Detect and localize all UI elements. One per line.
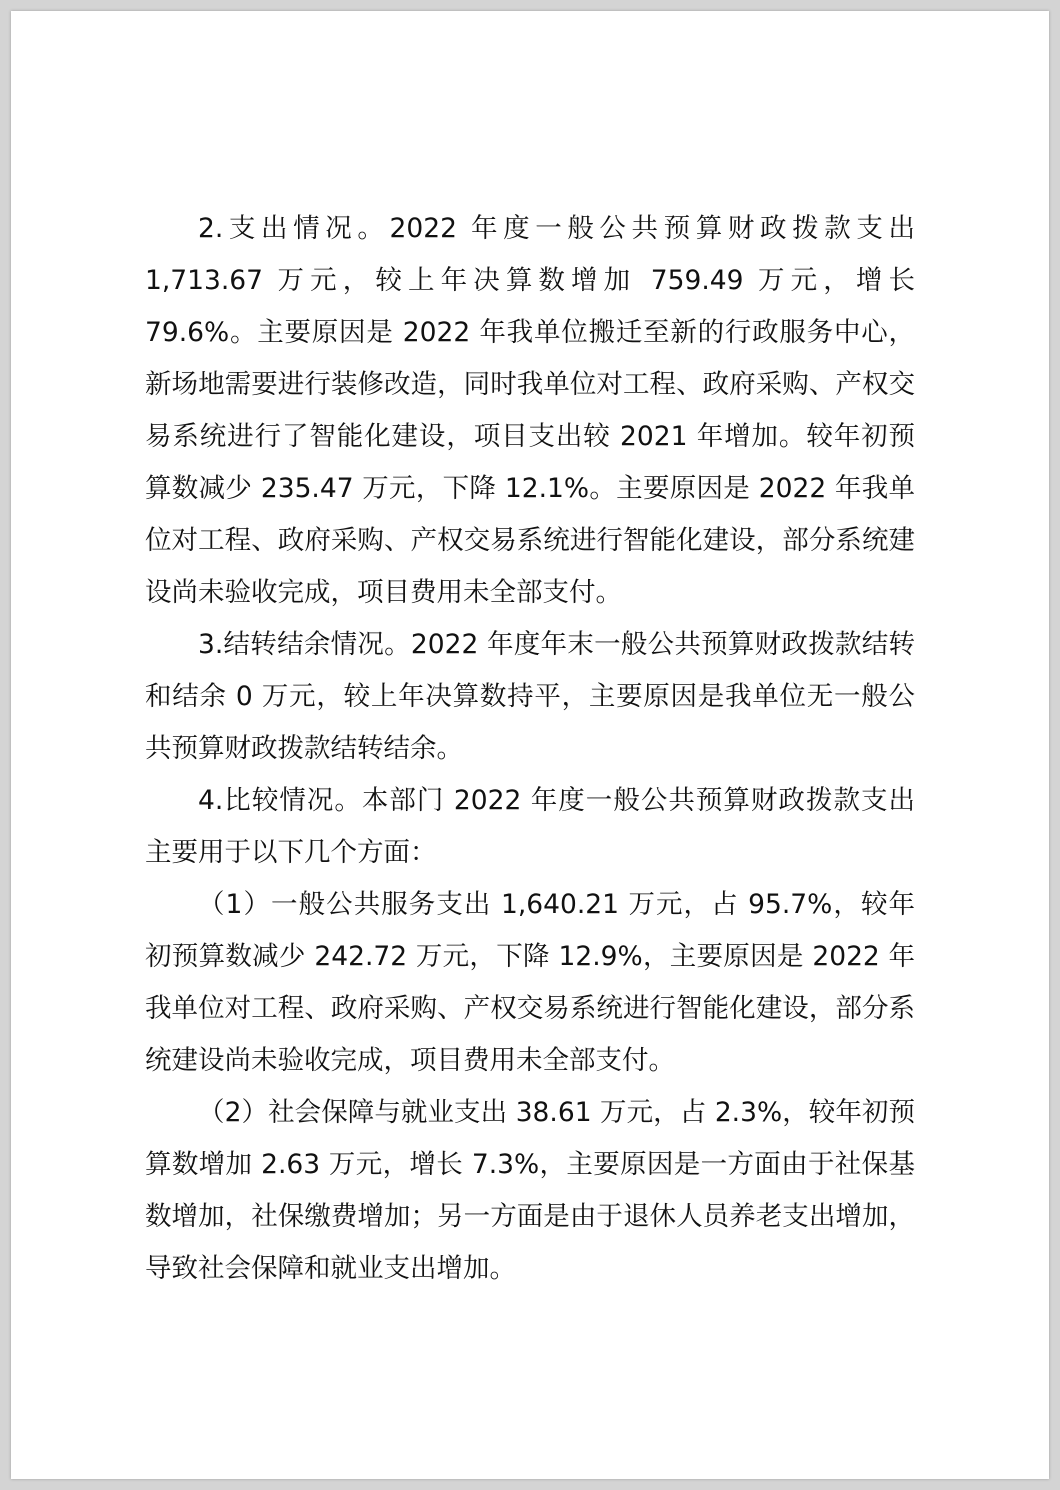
paragraph-expenditure: 2.支出情况。2022 年度一般公共预算财政拨款支出 1,713.67 万元，较上年决算数增加 759.49 万元，增长 79.6%。主要原因是 2022 年我单位搬迁至新的行政服务中心，新场地需要进行装修改造，同时我单位对工程、政府采购、产权交易系统进行了智能化建设，项目支出较 2021 年增加。较年初预算数减少 235.47 万元，下降 12.1%。主要原因是 2022 年我单位对工程、政府采购、产权交易系统进行智能化建设，部分系统建设尚未验收完成，项目费用未全部支付。 [145, 213, 915, 608]
document-page [11, 11, 1049, 1479]
paragraph-social-security: （2）社会保障与就业支出 38.61 万元，占 2.3%，较年初预算数增加 2.63 万元，增长 7.3%，主要原因是一方面由于社保基数增加，社保缴费增加；另一方面是由于退休人员养老支出增加，导致社会保障和就业支出增加。 [145, 1097, 915, 1284]
paragraph-carryover: 3.结转结余情况。2022 年度年末一般公共预算财政拨款结转和结余 0 万元，较上年决算数持平，主要原因是我单位无一般公共预算财政拨款结转结余。 [145, 629, 915, 764]
paragraph-comparison: 4.比较情况。本部门 2022 年度一般公共预算财政拨款支出主要用于以下几个方面： [145, 785, 915, 868]
document-body [145, 203, 915, 1295]
paragraph-general-public-services: （1）一般公共服务支出 1,640.21 万元，占 95.7%，较年初预算数减少 242.72 万元，下降 12.9%，主要原因是 2022 年我单位对工程、政府采购、产权交易系统进行智能化建设，部分系统建设尚未验收完成，项目费用未全部支付。 [145, 889, 915, 1076]
